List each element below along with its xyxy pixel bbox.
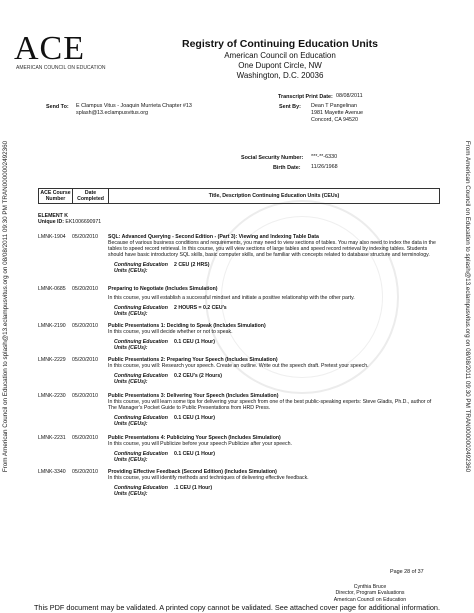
course-title: Public Presentations 1: Deciding to Speak (Includes Simulation): [108, 323, 266, 329]
credits-label: Continuing Education Units (CEUs):: [114, 305, 168, 317]
course-description: In this course, you will learn some tips for delivering your speech from one of the best public-speaking experts: Steve Gladis, Ph.D., author of The Manager's Pocket Guide to Public Presentations from HRD Press.: [108, 399, 432, 411]
course-description: In this course, you will identify methods and techniques of delivering effective feedback.: [108, 475, 309, 481]
course-title: Public Presentations 4: Publicizing Your Speech (Includes Simulation): [108, 435, 281, 441]
course-date: 05/20/2010: [72, 286, 98, 292]
col-title-description: Title, Description Continuing Education Units (CEUs): [109, 189, 440, 204]
send-to-line-1: E Clampus Vitus - Joaquin Murrieta Chapter #13: [76, 103, 192, 109]
ssn-value: ***-**-6330: [311, 154, 338, 160]
course-code: LMNK-0685: [38, 286, 66, 292]
course-description: In this course, you will decide whether or not to speak.: [108, 329, 233, 335]
course-description: In this course, you will establish a successful mindset and initiate a positive relationship with the other party.: [108, 295, 355, 301]
course-code: LMNK-2190: [38, 323, 66, 329]
send-to-label: Send To:: [46, 104, 69, 110]
course-title: Public Presentations 3: Delivering Your Speech (Includes Simulation): [108, 393, 279, 399]
course-code: LMNK-2231: [38, 435, 66, 441]
credits-label: Continuing Education Units (CEUs):: [114, 451, 168, 463]
signature-org: American Council on Education: [333, 596, 407, 603]
send-to-block: [76, 103, 192, 117]
col-course-number: ACE Course Number: [40, 190, 71, 202]
side-watermark-left: From American Council on Education to splash@13.eclampusvitus.org on 08/08/2011 09:30 PM TRAN0000002492360: [2, 140, 10, 473]
transcript-date-value: 08/08/2011: [336, 93, 363, 99]
course-description: In this course, you will Publicize before your speech Publicize after your speech.: [108, 441, 292, 447]
course-description: Because of various business conditions and requirements, you may need to view sections of tables. You may also need to index the data in the tables to speed record retrieval. In this course, you will view sections of large tables and speed record retrieval by indexing tables. Students should have basic introductory SQL skills, basic computer skills, and be familiar with concepts related to database structure and terminology.: [108, 240, 436, 258]
credits-label: Continuing Education Units (CEUs):: [114, 339, 168, 351]
document-header: [120, 38, 440, 81]
unique-id-value: EK1006690971: [65, 219, 102, 225]
side-watermark-right: From American Council on Education to splash@13.eclampusvitus.org on 08/08/2011 09:30 PM TRAN0000002492360: [464, 140, 472, 473]
credits-value: 0.1 CEU (1 Hour): [174, 339, 215, 345]
course-title: Public Presentations 2: Preparing Your Speech (Includes Simulation): [108, 357, 278, 363]
ceu-table-header: [38, 188, 440, 204]
page-number: Page 28 of 37: [390, 569, 424, 575]
element-name: ELEMENT K: [38, 213, 68, 219]
ace-logo-subtitle: AMERICAN COUNCIL ON EDUCATION: [16, 65, 106, 71]
sent-by-line-3: Concord, CA 94520: [311, 117, 359, 123]
credits-value: 0.1 CEU (1 Hour): [174, 451, 215, 457]
sent-by-label: Sent By:: [279, 104, 301, 110]
course-title: Preparing to Negotiate (Includes Simulation): [108, 286, 218, 292]
birth-date-value: 11/26/1968: [311, 164, 338, 170]
signature-block: [300, 584, 440, 603]
credits-value: 0.1 CEU (1 Hour): [174, 415, 215, 421]
credits-label: Continuing Education Units (CEUs):: [114, 415, 168, 427]
sent-by-line-2: 1981 Mayette Avenue: [311, 110, 364, 116]
sent-by-block: [311, 103, 363, 124]
course-date: 05/20/2010: [72, 435, 98, 441]
credits-value: 2 HOURS = 0.2 CEU's: [174, 305, 227, 311]
course-title: SQL: Advanced Querying - Second Edition - (Part 3): Viewing and Indexing Table Data: [108, 234, 319, 240]
course-code: LMNK-1904: [38, 234, 66, 240]
credits-label: Continuing Education Units (CEUs):: [114, 262, 168, 274]
footer-note: This PDF document may be validated. A printed copy cannot be validated. See attached cover page for additional information.: [33, 603, 441, 612]
element-block: [38, 213, 438, 225]
birth-date-label: Birth Date:: [273, 165, 301, 171]
course-date: 05/20/2010: [72, 323, 98, 329]
course-code: LMNK-2230: [38, 393, 66, 399]
transcript-date-label: Transcript Print Date:: [278, 94, 333, 100]
course-code: LMNK-2229: [38, 357, 66, 363]
course-date: 05/20/2010: [72, 357, 98, 363]
header-line-3: Washington, D.C. 20036: [236, 71, 324, 80]
credits-value: .1 CEU (1 Hour): [174, 485, 213, 491]
send-to-line-2: splash@13.eclampusvitus.org: [76, 110, 148, 116]
header-line-2: One Dupont Circle, NW: [238, 61, 322, 70]
col-date-completed: Date Completed: [73, 189, 109, 204]
course-date: 05/20/2010: [72, 393, 98, 399]
unique-id-label: Unique ID:: [38, 219, 64, 225]
ssn-label: Social Security Number:: [241, 155, 304, 161]
course-date: 05/20/2010: [72, 234, 98, 240]
header-line-1: American Council on Education: [224, 51, 336, 60]
credits-value: 0.2 CEU's (2 Hours): [174, 373, 222, 379]
credits-label: Continuing Education Units (CEUs):: [114, 373, 168, 385]
credits-label: Continuing Education Units (CEUs):: [114, 485, 168, 497]
signature-name: Cynthia Bruce: [353, 584, 387, 590]
course-title: Providing Effective Feedback (Second Edition) (Includes Simulation): [108, 469, 277, 475]
signature-title: Director, Program Evaluations: [335, 590, 405, 597]
ace-logo: ACE: [14, 30, 85, 67]
course-date: 05/20/2010: [72, 469, 98, 475]
document-title: Registry of Continuing Education Units: [182, 38, 378, 50]
course-description: In this course, you will: Research your speech. Create an outline. Write out the speech draft. Pretest your speech.: [108, 363, 369, 369]
credits-value: 2 CEU (2 HRS): [174, 262, 210, 268]
sent-by-line-1: Dean T Pangelinan: [311, 103, 357, 109]
course-code: LMNK-3340: [38, 469, 66, 475]
